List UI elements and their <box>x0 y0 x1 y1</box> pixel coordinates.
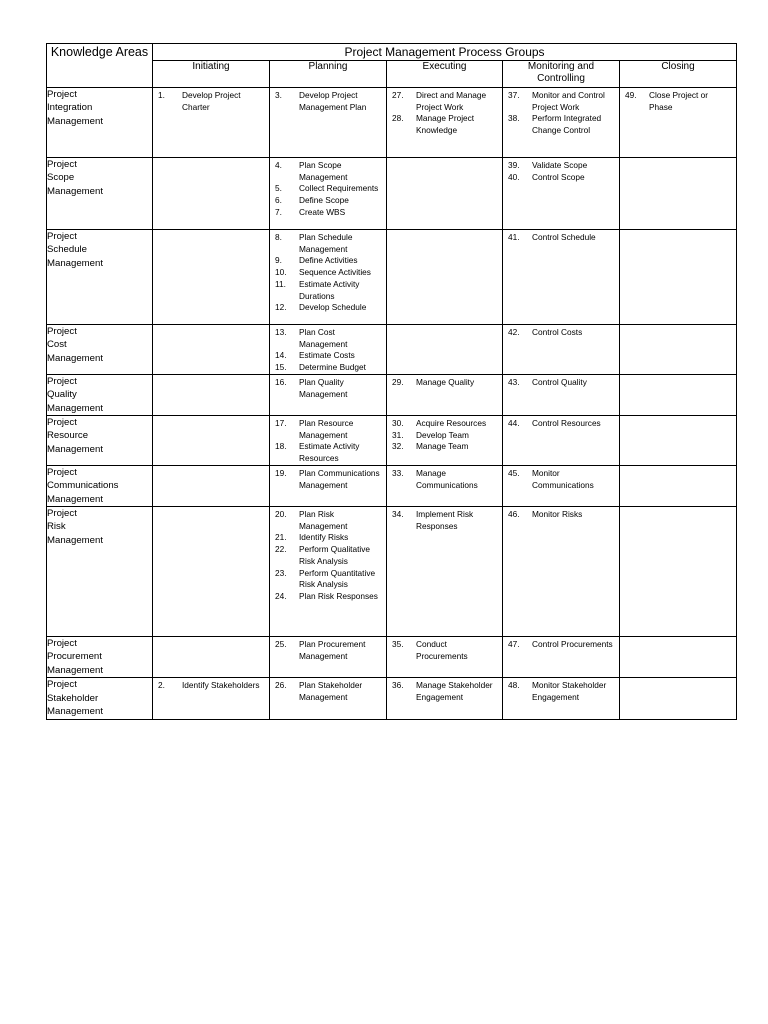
process-number: 9. <box>275 255 282 266</box>
knowledge-area-cell <box>47 230 153 325</box>
column-header-executing: Executing <box>387 61 503 88</box>
knowledge-area-label: Project <box>47 159 77 170</box>
process-name: Collect Requirements <box>299 183 379 194</box>
process-list <box>503 325 619 339</box>
list-item <box>275 532 383 544</box>
knowledge-area-label: Procurement <box>47 651 102 663</box>
list-item <box>275 195 383 207</box>
list-item <box>275 509 383 532</box>
knowledge-area-label: Project <box>47 638 77 650</box>
process-name: Direct and Manage Project Work <box>416 90 487 112</box>
process-cell <box>153 158 270 230</box>
knowledge-area-label: Cost <box>47 339 67 351</box>
process-name: Monitor Communications <box>532 467 594 490</box>
table-row <box>47 230 737 325</box>
knowledge-area-cell <box>47 88 153 158</box>
process-name: Plan Cost Management <box>299 327 348 349</box>
process-cell <box>153 637 270 678</box>
process-number: 6. <box>275 195 282 206</box>
process-name: Manage Project Knowledge <box>416 113 475 136</box>
process-name: Develop Project Management Plan <box>299 90 367 112</box>
list-item <box>275 680 383 703</box>
process-number: 13. <box>275 327 287 337</box>
process-list <box>503 158 619 183</box>
process-cell <box>270 374 387 415</box>
knowledge-area-label: Project <box>47 466 77 478</box>
process-number: 48. <box>508 680 520 691</box>
process-name: Estimate Costs <box>299 350 355 361</box>
process-number: 2. <box>158 680 165 691</box>
list-item <box>508 377 616 389</box>
process-name: Plan Stakeholder Management <box>299 680 363 702</box>
knowledge-area-label: Project <box>47 508 77 520</box>
process-list <box>270 507 386 603</box>
list-item <box>275 160 383 183</box>
process-number: 44. <box>508 418 520 429</box>
list-item <box>392 441 499 453</box>
knowledge-area-label: Management <box>47 706 103 718</box>
process-name: Plan Scope Management <box>299 160 348 182</box>
process-number: 29. <box>392 376 404 387</box>
process-number: 18. <box>275 441 287 452</box>
process-cell <box>270 325 387 375</box>
knowledge-area-label: Project <box>47 231 77 242</box>
list-item <box>508 680 616 703</box>
process-cell <box>153 374 270 415</box>
knowledge-area-label: Management <box>47 534 103 546</box>
table-row <box>47 465 737 506</box>
table-row <box>47 637 737 678</box>
process-cell <box>153 465 270 506</box>
process-cell <box>153 416 270 466</box>
process-cell <box>503 374 620 415</box>
list-item <box>275 350 383 362</box>
list-item <box>508 160 616 172</box>
knowledge-area-label: Project <box>47 375 77 387</box>
process-number: 24. <box>275 590 287 601</box>
list-item <box>508 418 616 430</box>
process-number: 42. <box>508 327 520 337</box>
process-list <box>387 375 502 389</box>
process-cell <box>503 88 620 158</box>
process-number: 16. <box>275 376 287 387</box>
process-list <box>270 466 386 491</box>
list-item <box>275 441 383 464</box>
list-item <box>275 327 383 350</box>
knowledge-area-cell <box>47 416 153 466</box>
process-list <box>387 416 502 453</box>
list-item <box>508 468 616 491</box>
process-cell <box>387 465 503 506</box>
process-name: Create WBS <box>299 206 346 217</box>
process-number: 33. <box>392 467 404 478</box>
column-header-monitoring-controlling: Monitoring and Controlling <box>503 61 620 88</box>
process-list <box>387 507 502 532</box>
process-cell <box>270 230 387 325</box>
process-number: 22. <box>275 544 287 555</box>
process-cell <box>270 637 387 678</box>
column-header-planning: Planning <box>270 61 387 88</box>
knowledge-area-label: Project <box>47 679 77 691</box>
process-number: 1. <box>158 90 165 100</box>
process-list <box>270 678 386 703</box>
header-row-groups <box>47 44 737 61</box>
process-cell <box>503 678 620 720</box>
process-number: 45. <box>508 467 520 478</box>
knowledge-area-label: Project <box>47 326 77 337</box>
process-cell <box>620 88 737 158</box>
list-item <box>625 90 733 113</box>
process-cell <box>620 374 737 415</box>
list-item <box>275 279 383 302</box>
process-list <box>387 466 502 491</box>
process-cell <box>620 465 737 506</box>
process-list <box>270 158 386 219</box>
knowledge-area-label: Schedule <box>47 244 88 256</box>
process-number: 26. <box>275 680 287 691</box>
process-name: Monitor Risks <box>532 509 583 520</box>
list-item <box>392 430 499 442</box>
process-cell <box>620 678 737 720</box>
process-number: 41. <box>508 232 520 242</box>
list-item <box>275 267 383 279</box>
knowledge-area-label: Management <box>47 257 103 269</box>
process-name: Perform Qualitative Risk Analysis <box>299 544 371 566</box>
process-name: Control Costs <box>532 327 583 337</box>
list-item <box>275 568 383 591</box>
process-cell <box>270 507 387 637</box>
process-list <box>503 678 619 703</box>
list-item <box>275 362 383 374</box>
process-number: 21. <box>275 532 287 543</box>
process-cell <box>270 88 387 158</box>
process-number: 20. <box>275 509 287 520</box>
list-item <box>508 172 616 184</box>
list-item <box>275 377 383 400</box>
table-row <box>47 374 737 415</box>
process-number: 3. <box>275 90 282 100</box>
process-cell <box>387 507 503 637</box>
process-name: Estimate Activity Durations <box>299 278 360 301</box>
knowledge-area-label: Quality <box>47 389 77 401</box>
process-name: Define Activities <box>299 255 358 266</box>
process-cell <box>620 325 737 375</box>
knowledge-area-label: Resource <box>47 430 89 442</box>
process-list <box>270 416 386 465</box>
process-list <box>503 466 619 491</box>
list-item <box>508 113 616 136</box>
list-item <box>275 207 383 219</box>
process-name: Monitor Stakeholder Engagement <box>532 680 607 702</box>
process-name: Manage Communications <box>416 467 478 490</box>
list-item <box>392 90 499 113</box>
process-name: Manage Quality <box>416 376 475 387</box>
table-body <box>47 88 737 720</box>
knowledge-area-label: Project <box>47 417 77 429</box>
column-header-closing: Closing <box>620 61 737 88</box>
process-cell <box>387 158 503 230</box>
process-name: Close Project or Phase <box>649 90 709 112</box>
process-name: Implement Risk Responses <box>416 509 474 531</box>
process-cell <box>503 465 620 506</box>
knowledge-areas-header: Knowledge Areas <box>47 44 153 88</box>
process-number: 10. <box>275 267 287 278</box>
process-name: Sequence Activities <box>299 267 371 278</box>
process-number: 19. <box>275 467 287 478</box>
process-cell <box>270 416 387 466</box>
process-list <box>153 678 269 692</box>
process-list <box>153 88 269 113</box>
list-item <box>508 509 616 521</box>
process-name: Plan Resource Management <box>299 418 354 440</box>
process-number: 32. <box>392 441 404 452</box>
process-number: 47. <box>508 639 520 650</box>
list-item <box>275 232 383 255</box>
process-name: Conduct Procurements <box>416 639 468 661</box>
list-item <box>508 327 616 339</box>
process-number: 34. <box>392 509 404 520</box>
process-groups-table <box>46 43 737 720</box>
process-list <box>270 230 386 314</box>
process-name: Develop Schedule <box>299 302 367 313</box>
process-cell <box>620 507 737 637</box>
process-list <box>503 230 619 244</box>
process-number: 5. <box>275 183 282 194</box>
table-row <box>47 158 737 230</box>
process-cell <box>387 230 503 325</box>
process-list <box>503 375 619 389</box>
list-item <box>275 418 383 441</box>
list-item <box>392 509 499 532</box>
process-number: 43. <box>508 376 520 387</box>
process-number: 27. <box>392 90 404 100</box>
process-name: Control Resources <box>532 418 601 429</box>
knowledge-area-label: Management <box>47 352 103 364</box>
process-number: 39. <box>508 160 520 170</box>
table-row <box>47 678 737 720</box>
process-number: 36. <box>392 680 404 691</box>
process-cell <box>503 637 620 678</box>
process-name: Monitor and Control Project Work <box>532 90 605 112</box>
knowledge-area-cell <box>47 678 153 720</box>
process-name: Perform Quantitative Risk Analysis <box>299 567 376 590</box>
process-number: 31. <box>392 429 404 440</box>
process-list <box>270 325 386 374</box>
process-name: Control Procurements <box>532 639 613 650</box>
process-number: 37. <box>508 90 520 100</box>
process-cell <box>270 678 387 720</box>
process-number: 28. <box>392 113 404 124</box>
knowledge-area-cell <box>47 465 153 506</box>
process-number: 40. <box>508 171 520 182</box>
list-item <box>392 680 499 703</box>
process-cell <box>387 416 503 466</box>
process-name: Control Scope <box>532 171 585 182</box>
knowledge-area-label: Management <box>47 443 103 455</box>
knowledge-area-cell <box>47 507 153 637</box>
process-number: 25. <box>275 639 287 650</box>
process-name: Identify Risks <box>299 532 349 543</box>
process-cell <box>387 88 503 158</box>
list-item <box>392 639 499 662</box>
process-name: Plan Schedule Management <box>299 232 353 254</box>
process-cell <box>620 416 737 466</box>
list-item <box>158 680 266 692</box>
table-row <box>47 88 737 158</box>
process-name: Plan Procurement Management <box>299 639 366 661</box>
knowledge-area-label: Communications <box>47 480 119 492</box>
process-name: Perform Integrated Change Control <box>532 113 602 136</box>
process-name: Acquire Resources <box>416 418 487 429</box>
list-item <box>392 377 499 389</box>
knowledge-area-label: Integration <box>47 102 93 114</box>
process-cell <box>153 88 270 158</box>
list-item <box>275 255 383 267</box>
process-cell <box>270 465 387 506</box>
process-list <box>270 637 386 662</box>
table-row <box>47 325 737 375</box>
process-cell <box>503 507 620 637</box>
knowledge-area-label: Management <box>47 664 103 676</box>
process-list <box>503 416 619 430</box>
list-item <box>275 90 383 113</box>
process-number: 12. <box>275 302 287 313</box>
process-number: 30. <box>392 418 404 429</box>
process-number: 23. <box>275 567 287 578</box>
process-list <box>620 88 736 113</box>
process-cell <box>387 637 503 678</box>
process-name: Define Scope <box>299 195 349 206</box>
process-cell <box>270 158 387 230</box>
process-number: 49. <box>625 90 637 100</box>
process-name: Develop Team <box>416 429 469 440</box>
process-cell <box>503 416 620 466</box>
process-number: 46. <box>508 509 520 520</box>
process-number: 15. <box>275 362 287 373</box>
column-header-initiating: Initiating <box>153 61 270 88</box>
process-cell <box>503 230 620 325</box>
table-row <box>47 507 737 637</box>
list-item <box>508 90 616 113</box>
table-row <box>47 416 737 466</box>
process-cell <box>153 507 270 637</box>
process-name: Plan Risk Responses <box>299 590 378 601</box>
process-cell <box>387 325 503 375</box>
process-cell <box>620 158 737 230</box>
process-name: Estimate Activity Resources <box>299 441 360 464</box>
process-cell <box>620 637 737 678</box>
knowledge-area-cell <box>47 158 153 230</box>
process-name: Control Schedule <box>532 232 596 242</box>
process-name: Manage Team <box>416 441 469 452</box>
process-cell <box>153 678 270 720</box>
process-list <box>387 678 502 703</box>
process-cell <box>503 325 620 375</box>
list-item <box>392 468 499 491</box>
process-name: Control Quality <box>532 376 587 387</box>
process-number: 14. <box>275 350 287 361</box>
process-name: Plan Quality Management <box>299 376 348 399</box>
process-name: Plan Risk Management <box>299 509 348 531</box>
process-number: 11. <box>275 278 286 289</box>
list-item <box>275 302 383 314</box>
process-name: Validate Scope <box>532 160 588 170</box>
list-item <box>275 468 383 491</box>
list-item <box>392 113 499 136</box>
process-cell <box>153 325 270 375</box>
process-cell <box>387 678 503 720</box>
knowledge-area-label: Management <box>47 402 103 414</box>
process-list <box>387 637 502 662</box>
process-name: Identify Stakeholders <box>182 680 260 691</box>
process-number: 35. <box>392 639 404 650</box>
list-item <box>392 418 499 430</box>
knowledge-area-cell <box>47 637 153 678</box>
knowledge-area-label: Management <box>47 493 103 505</box>
knowledge-area-cell <box>47 374 153 415</box>
process-cell <box>620 230 737 325</box>
knowledge-area-label: Scope <box>47 172 75 184</box>
process-cell <box>387 374 503 415</box>
process-list <box>270 375 386 400</box>
process-name: Manage Stakeholder Engagement <box>416 680 493 702</box>
process-number: 17. <box>275 418 287 429</box>
list-item <box>508 639 616 651</box>
knowledge-area-label: Project <box>47 89 77 100</box>
process-number: 7. <box>275 206 282 217</box>
knowledge-area-label: Risk <box>47 521 66 533</box>
knowledge-area-label: Stakeholder <box>47 692 99 704</box>
process-list <box>503 637 619 651</box>
knowledge-area-label: Management <box>47 185 103 197</box>
process-number: 8. <box>275 232 282 242</box>
process-name: Develop Project Charter <box>182 90 241 112</box>
process-cell <box>503 158 620 230</box>
knowledge-area-label: Management <box>47 115 103 127</box>
process-list <box>503 88 619 137</box>
knowledge-area-cell <box>47 325 153 375</box>
list-item <box>275 544 383 567</box>
process-list <box>270 88 386 113</box>
process-list <box>387 88 502 137</box>
process-name: Plan Communications Management <box>299 467 380 490</box>
list-item <box>508 232 616 244</box>
process-list <box>503 507 619 521</box>
list-item <box>158 90 266 113</box>
process-groups-header: Project Management Process Groups <box>153 44 737 61</box>
list-item <box>275 183 383 195</box>
process-name: Determine Budget <box>299 362 366 373</box>
list-item <box>275 591 383 603</box>
list-item <box>275 639 383 662</box>
process-number: 4. <box>275 160 282 170</box>
process-number: 38. <box>508 113 520 124</box>
process-cell <box>153 230 270 325</box>
